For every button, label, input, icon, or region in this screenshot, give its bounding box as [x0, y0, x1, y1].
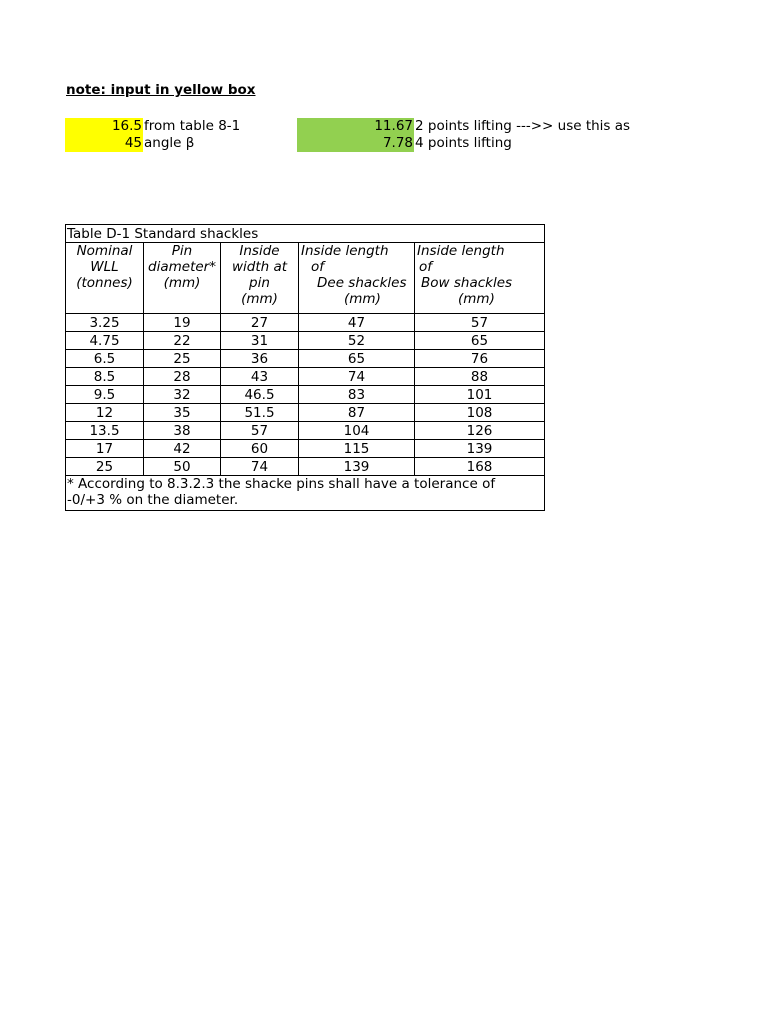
table-row — [66, 314, 545, 332]
table-cell[interactable]: 52 — [299, 332, 415, 350]
table-cell[interactable]: 51.5 — [221, 404, 299, 422]
table-row — [66, 386, 545, 404]
table-cell[interactable]: 17 — [66, 440, 144, 458]
table-cell[interactable]: 4.75 — [66, 332, 144, 350]
note-heading: note: input in yellow box — [66, 82, 256, 98]
table-cell[interactable]: 76 — [415, 350, 545, 368]
table-cell[interactable]: 9.5 — [66, 386, 144, 404]
header-inside-width: Inside width at pin (mm) — [221, 243, 299, 314]
table-cell[interactable]: 108 — [415, 404, 545, 422]
table-cell[interactable]: 139 — [415, 440, 545, 458]
header-bow-length: Inside length of Bow shackles (mm) — [415, 243, 545, 314]
table-cell[interactable]: 19 — [144, 314, 221, 332]
table-cell[interactable]: 43 — [221, 368, 299, 386]
table-cell[interactable]: 13.5 — [66, 422, 144, 440]
table-row — [66, 422, 545, 440]
table-cell[interactable]: 8.5 — [66, 368, 144, 386]
table-cell[interactable]: 12 — [66, 404, 144, 422]
table-cell[interactable]: 47 — [299, 314, 415, 332]
header-pin-diameter: Pin diameter* (mm) — [144, 243, 221, 314]
table-cell[interactable]: 31 — [221, 332, 299, 350]
table-cell[interactable]: 3.25 — [66, 314, 144, 332]
table-row — [66, 440, 545, 458]
input-cell-angle-beta[interactable]: 45 — [65, 135, 143, 152]
table-row — [66, 332, 545, 350]
table-title: Table D-1 Standard shackles — [66, 225, 545, 243]
table-cell[interactable]: 50 — [144, 458, 221, 476]
header-dee-length: Inside length of Dee shackles (mm) — [299, 243, 415, 314]
table-cell[interactable]: 25 — [144, 350, 221, 368]
table-cell[interactable]: 74 — [221, 458, 299, 476]
table-cell[interactable]: 28 — [144, 368, 221, 386]
table-cell[interactable]: 36 — [221, 350, 299, 368]
table-cell[interactable]: 74 — [299, 368, 415, 386]
header-nominal-wll: Nominal WLL (tonnes) — [66, 243, 144, 314]
result-cell-2-points[interactable]: 11.67 — [297, 118, 414, 135]
table-cell[interactable]: 6.5 — [66, 350, 144, 368]
table-cell[interactable]: 27 — [221, 314, 299, 332]
shackles-table — [65, 224, 545, 511]
result-cell-4-points[interactable]: 7.78 — [297, 135, 414, 152]
table-cell[interactable]: 35 — [144, 404, 221, 422]
table-cell[interactable]: 65 — [299, 350, 415, 368]
table-cell[interactable]: 65 — [415, 332, 545, 350]
table-cell[interactable]: 38 — [144, 422, 221, 440]
table-cell[interactable]: 104 — [299, 422, 415, 440]
table-cell[interactable]: 57 — [415, 314, 545, 332]
table-row — [66, 350, 545, 368]
table-cell[interactable]: 83 — [299, 386, 415, 404]
table-cell[interactable]: 46.5 — [221, 386, 299, 404]
table-cell[interactable]: 139 — [299, 458, 415, 476]
table-cell[interactable]: 42 — [144, 440, 221, 458]
table-cell[interactable]: 101 — [415, 386, 545, 404]
input-label-from-table: from table 8-1 — [144, 118, 241, 134]
table-cell[interactable]: 32 — [144, 386, 221, 404]
table-cell[interactable]: 88 — [415, 368, 545, 386]
table-cell[interactable]: 115 — [299, 440, 415, 458]
table-row — [66, 404, 545, 422]
input-cell-table-value[interactable]: 16.5 — [65, 118, 143, 135]
table-cell[interactable]: 126 — [415, 422, 545, 440]
table-cell[interactable]: 25 — [66, 458, 144, 476]
table-cell[interactable]: 22 — [144, 332, 221, 350]
table-cell[interactable]: 168 — [415, 458, 545, 476]
result-label-2-points: 2 points lifting --->> use this as — [415, 118, 631, 134]
input-label-angle: angle β — [144, 135, 195, 151]
table-cell[interactable]: 87 — [299, 404, 415, 422]
table-footnote: * According to 8.3.2.3 the shacke pins shall have a tolerance of -0/+3 % on the diameter. — [66, 476, 545, 511]
table-row — [66, 458, 545, 476]
table-cell[interactable]: 60 — [221, 440, 299, 458]
result-label-4-points: 4 points lifting — [415, 135, 512, 151]
table-cell[interactable]: 57 — [221, 422, 299, 440]
table-row — [66, 368, 545, 386]
